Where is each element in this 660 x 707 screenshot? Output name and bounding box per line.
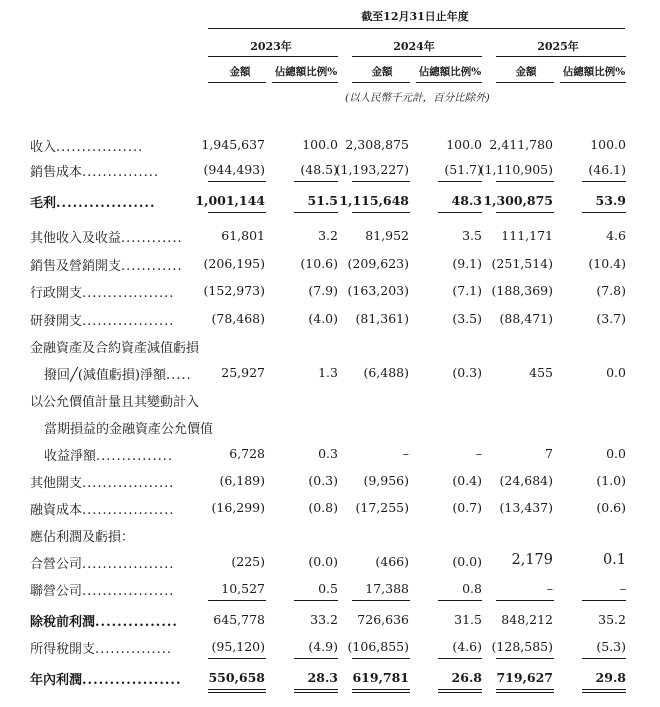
cell-ratio-2023: 1.3 (318, 365, 338, 380)
row-label: 其他開支.................. (30, 476, 175, 491)
cell-ratio-2024: (0.0) (452, 554, 482, 569)
cell-amount-2025: 719,627 (496, 670, 553, 685)
sum-rule (352, 658, 410, 659)
sum-rule (352, 600, 410, 601)
year-rule-2024 (352, 56, 482, 57)
row-label: 除稅前利潤............... (30, 615, 178, 630)
row-label: 其他收入及收益............ (30, 231, 183, 246)
double-rule (582, 692, 626, 693)
double-rule (352, 692, 410, 693)
row-label: 融資成本.................. (30, 503, 175, 518)
cell-ratio-2025: (7.8) (596, 283, 626, 298)
cell-amount-2024: (209,623) (347, 256, 409, 271)
cell-amount-2024: (17,255) (355, 500, 409, 515)
cell-amount-2025: (188,369) (491, 283, 553, 298)
row-label: 研發開支.................. (30, 314, 175, 329)
cell-ratio-2024: 48.3 (451, 193, 482, 208)
cell-ratio-2025: (46.1) (588, 162, 626, 177)
sum-rule (496, 600, 554, 601)
sum-rule (438, 212, 482, 213)
cell-amount-2024: (81,361) (355, 311, 409, 326)
row-label: 毛利.................. (30, 196, 156, 211)
cell-amount-2025: 2,179 (511, 552, 553, 568)
col-rule (560, 82, 626, 83)
row-label: 行政開支.................. (30, 286, 175, 301)
sum-rule (294, 689, 338, 690)
cell-ratio-2024: (9.1) (452, 256, 482, 271)
cell-ratio-2023: 3.2 (318, 228, 338, 243)
cell-amount-2024: 81,952 (365, 228, 409, 243)
cell-ratio-2024: (3.5) (452, 311, 482, 326)
row-label: 銷售及營銷開支............ (30, 259, 183, 274)
cell-ratio-2024: 100.0 (446, 137, 482, 152)
cell-amount-2025: 111,171 (501, 228, 553, 243)
ratio-header: 佔總額比例% (274, 66, 338, 78)
period-heading: 截至12月31日止年度 (361, 10, 469, 23)
cell-amount-2023: 25,927 (221, 365, 265, 380)
col-rule (352, 82, 410, 83)
cell-ratio-2024: 0.8 (462, 581, 482, 596)
sum-rule (582, 689, 626, 690)
cell-amount-2023: (944,493) (203, 162, 265, 177)
cell-amount-2023: 1,945,637 (201, 137, 265, 152)
sum-rule (438, 181, 482, 182)
cell-ratio-2025: – (619, 581, 626, 596)
cell-ratio-2024: 31.5 (454, 612, 482, 627)
row-label: 撥回╱(減值虧損)淨額..... (44, 368, 192, 383)
col-rule (272, 82, 338, 83)
cell-ratio-2025: 4.6 (606, 228, 626, 243)
row-label-line1: 金融資產及合約資產減值虧損 (30, 341, 200, 356)
row-label: 合營公司.................. (30, 557, 175, 572)
cell-amount-2025: (13,437) (499, 500, 553, 515)
header-rule (208, 28, 625, 29)
cell-amount-2025: 7 (545, 446, 553, 461)
sum-rule (208, 689, 266, 690)
row-label: 收益淨額............... (44, 449, 174, 464)
row-label: 聯營公司.................. (30, 584, 175, 599)
cell-ratio-2025: 53.9 (595, 193, 626, 208)
cell-ratio-2023: (48.5) (300, 162, 338, 177)
cell-ratio-2025: (0.6) (596, 500, 626, 515)
cell-ratio-2025: (1.0) (596, 473, 626, 488)
cell-ratio-2023: (7.9) (308, 283, 338, 298)
col-rule (496, 82, 554, 83)
col-rule (208, 82, 266, 83)
cell-amount-2023: (225) (231, 554, 265, 569)
cell-amount-2025: (128,585) (491, 639, 553, 654)
sum-rule (294, 181, 338, 182)
cell-amount-2024: 619,781 (352, 670, 409, 685)
cell-amount-2025: 1,300,875 (483, 193, 553, 208)
amount-header: 金額 (229, 66, 251, 78)
cell-ratio-2024: (4.6) (452, 639, 482, 654)
cell-ratio-2024: – (475, 446, 482, 461)
ratio-header: 佔總額比例% (562, 66, 626, 78)
double-rule (294, 692, 338, 693)
cell-amount-2023: (95,120) (211, 639, 265, 654)
sum-rule (496, 181, 554, 182)
year-2025: 2025年 (537, 40, 579, 53)
cell-amount-2024: 1,115,648 (339, 193, 409, 208)
cell-ratio-2025: (3.7) (596, 311, 626, 326)
cell-ratio-2024: (0.7) (452, 500, 482, 515)
amount-header: 金額 (371, 66, 393, 78)
year-2023: 2023年 (250, 40, 292, 53)
cell-amount-2023: 6,728 (229, 446, 265, 461)
amount-header: 金額 (515, 66, 537, 78)
sum-rule (294, 658, 338, 659)
sum-rule (438, 689, 482, 690)
year-2024: 2024年 (393, 40, 435, 53)
cell-amount-2025: (1,110,905) (479, 162, 553, 177)
cell-ratio-2025: 0.0 (606, 365, 626, 380)
cell-ratio-2025: 100.0 (590, 137, 626, 152)
sum-rule (352, 181, 410, 182)
cell-amount-2023: 645,778 (213, 612, 265, 627)
units-note: (以人民幣千元計，百分比除外) (345, 92, 490, 104)
sum-rule (352, 212, 410, 213)
cell-amount-2024: (9,956) (363, 473, 409, 488)
cell-amount-2025: 2,411,780 (489, 137, 553, 152)
cell-amount-2025: (24,684) (499, 473, 553, 488)
cell-ratio-2024: 3.5 (462, 228, 482, 243)
cell-amount-2024: 726,636 (357, 612, 409, 627)
cell-amount-2024: (106,855) (347, 639, 409, 654)
row-label: 銷售成本............... (30, 165, 160, 180)
sum-rule (208, 658, 266, 659)
sum-rule (438, 600, 482, 601)
cell-ratio-2023: 0.5 (318, 581, 338, 596)
cell-amount-2024: (6,488) (363, 365, 409, 380)
cell-amount-2024: 2,308,875 (345, 137, 409, 152)
cell-amount-2023: (78,468) (211, 311, 265, 326)
sum-rule (438, 658, 482, 659)
sum-rule (582, 181, 626, 182)
row-label-line1: 以公允價值計量且其變動計入 (30, 395, 200, 410)
cell-ratio-2023: (0.3) (308, 473, 338, 488)
cell-amount-2025: (251,514) (491, 256, 553, 271)
cell-ratio-2024: (51.7) (444, 162, 482, 177)
sum-rule (352, 689, 410, 690)
cell-amount-2024: 17,388 (365, 581, 409, 596)
cell-amount-2023: (16,299) (211, 500, 265, 515)
year-rule-2025 (496, 56, 626, 57)
sum-rule (496, 658, 554, 659)
year-rule-2023 (208, 56, 338, 57)
row-label: 年內利潤.................. (30, 673, 182, 688)
cell-ratio-2025: 0.1 (602, 552, 626, 568)
cell-ratio-2024: (0.4) (452, 473, 482, 488)
cell-amount-2023: 10,527 (221, 581, 265, 596)
double-rule (438, 692, 482, 693)
sum-rule (582, 658, 626, 659)
cell-amount-2024: (1,193,227) (335, 162, 409, 177)
cell-ratio-2023: (0.8) (308, 500, 338, 515)
cell-ratio-2023: 100.0 (302, 137, 338, 152)
cell-ratio-2024: (0.3) (452, 365, 482, 380)
cell-amount-2023: (6,189) (219, 473, 265, 488)
cell-ratio-2025: 35.2 (598, 612, 626, 627)
row-label-line2: 當期損益的金融資產公允價值 (44, 422, 214, 437)
cell-amount-2024: (466) (375, 554, 409, 569)
cell-ratio-2023: (4.0) (308, 311, 338, 326)
cell-amount-2023: 1,001,144 (195, 193, 265, 208)
sum-rule (208, 600, 266, 601)
cell-amount-2025: 455 (529, 365, 553, 380)
cell-amount-2023: 61,801 (221, 228, 265, 243)
sum-rule (208, 212, 266, 213)
row-label: 收入................. (30, 140, 144, 155)
col-rule (416, 82, 482, 83)
sum-rule (294, 212, 338, 213)
sum-rule (582, 212, 626, 213)
cell-amount-2023: 550,658 (208, 670, 265, 685)
row-label: 所得稅開支............... (30, 642, 173, 657)
sum-rule (496, 689, 554, 690)
cell-ratio-2023: 51.5 (307, 193, 338, 208)
sum-rule (294, 600, 338, 601)
ratio-header: 佔總額比例% (418, 66, 482, 78)
cell-ratio-2023: 33.2 (310, 612, 338, 627)
sum-rule (496, 212, 554, 213)
section-heading: 應佔利潤及虧損： (30, 530, 135, 545)
cell-ratio-2024: (7.1) (452, 283, 482, 298)
cell-ratio-2023: 28.3 (307, 670, 338, 685)
double-rule (208, 692, 266, 693)
cell-ratio-2025: 0.0 (606, 446, 626, 461)
sum-rule (582, 600, 626, 601)
cell-amount-2025: – (546, 581, 553, 596)
cell-ratio-2025: (10.4) (588, 256, 626, 271)
double-rule (496, 692, 554, 693)
cell-amount-2024: – (402, 446, 409, 461)
cell-ratio-2024: 26.8 (451, 670, 482, 685)
cell-amount-2023: (152,973) (203, 283, 265, 298)
cell-amount-2023: (206,195) (203, 256, 265, 271)
cell-ratio-2025: (5.3) (596, 639, 626, 654)
cell-ratio-2023: (4.9) (308, 639, 338, 654)
cell-ratio-2023: (0.0) (308, 554, 338, 569)
cell-ratio-2025: 29.8 (595, 670, 626, 685)
cell-ratio-2023: 0.3 (318, 446, 338, 461)
cell-ratio-2023: (10.6) (300, 256, 338, 271)
sum-rule (208, 181, 266, 182)
cell-amount-2025: (88,471) (499, 311, 553, 326)
cell-amount-2024: (163,203) (347, 283, 409, 298)
cell-amount-2025: 848,212 (501, 612, 553, 627)
